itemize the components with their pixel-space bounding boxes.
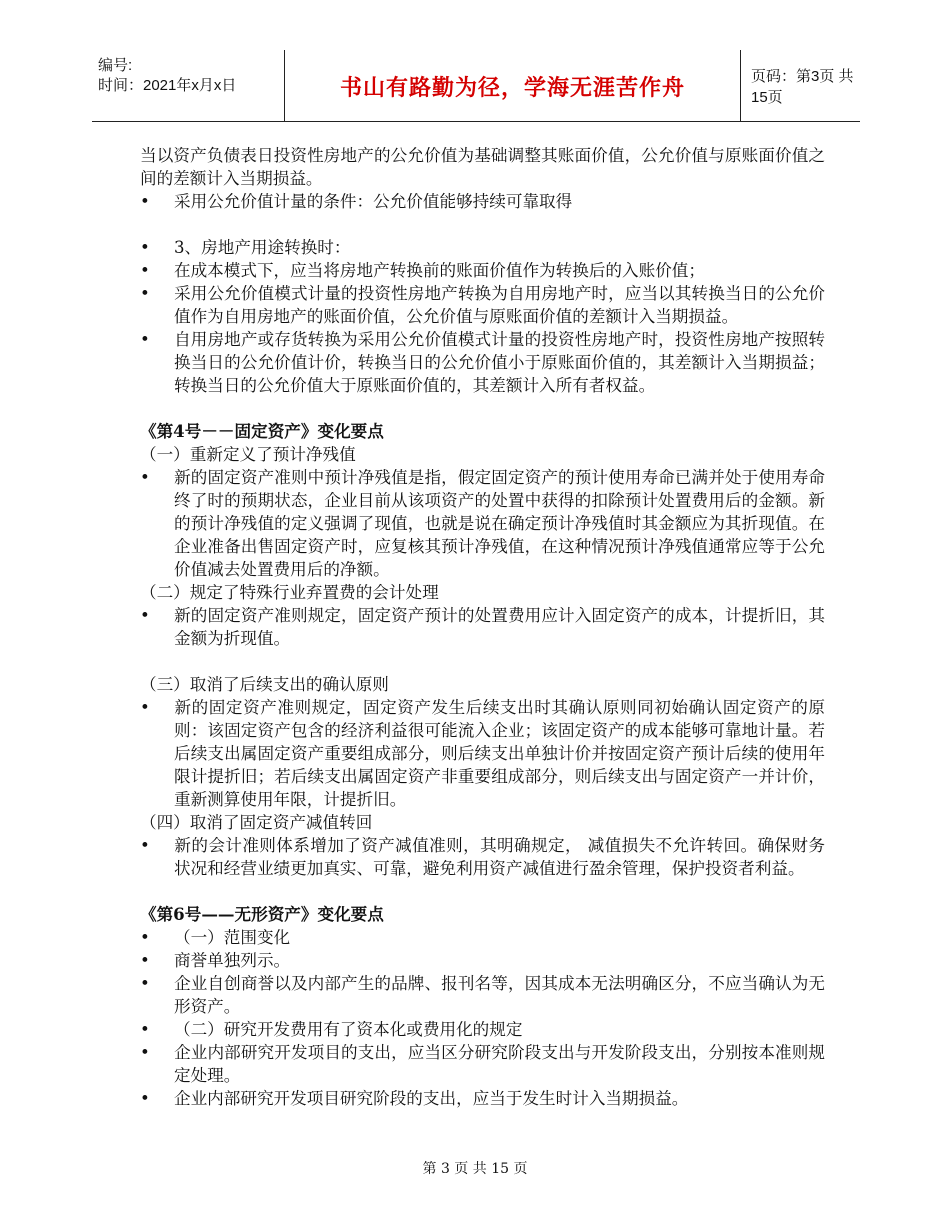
- header-page-info: 页码：第3页 共15页: [751, 68, 854, 106]
- bullet-paragraph: • 新的会计准则体系增加了资产减值准则，其明确规定， 减值损失不允许转回。确保财务状况和经营业绩更加真实、可靠，避免利用资产减值进行盈余管理，保护投资者利益。: [140, 834, 825, 880]
- blank-line: [140, 397, 825, 420]
- bullet-paragraph: • 企业内部研究开发项目研究阶段的支出，应当于发生时计入当期损益。: [140, 1087, 825, 1110]
- body-paragraph: （四）取消了固定资产减值转回: [140, 813, 373, 832]
- page-footer: 第 3 页 共 15 页: [422, 1161, 528, 1177]
- body-paragraph: （一）重新定义了预计净残值: [140, 445, 356, 464]
- body-paragraph: 当以资产负债表日投资性房地产的公允价值为基础调整其账面价值，公允价值与原账面价值之间的差额计入当期损益。: [140, 146, 825, 188]
- bullet-paragraph: • 商誉单独列示。: [140, 949, 825, 972]
- bullet-paragraph: • 企业自创商誉以及内部产生的品牌、报刊名等，因其成本无法明确区分，不应当确认为无形资产。: [140, 972, 825, 1018]
- blank-line: [140, 880, 825, 903]
- bullet-paragraph: • 新的固定资产准则规定，固定资产发生后续支出时其确认原则同初始确认固定资产的原则：该固定资产包含的经济利益很可能流入企业；该固定资产的成本能够可靠地计量。若后续支出属固定资产重要组成部分，则后续支出单独计价并按固定资产预计后续的使用年限计提折旧；若后续支出属固定资产非重要组成部分，则后续支出与固定资产一并计价，重新测算使用年限，计提折旧。: [140, 696, 825, 811]
- bullet-paragraph: • 采用公允价值模式计量的投资性房地产转换为自用房地产时，应当以其转换当日的公允价值作为自用房地产的账面价值，公允价值与原账面价值的差额计入当期损益。: [140, 282, 825, 328]
- bullet-paragraph: • 新的固定资产准则规定，固定资产预计的处置费用应计入固定资产的成本，计提折旧，其金额为折现值。: [140, 604, 825, 650]
- bullet-paragraph: • 企业内部研究开发项目的支出，应当区分研究阶段支出与开发阶段支出，分别按本准则规定处理。: [140, 1041, 825, 1087]
- bullet-paragraph: • （一）范围变化: [140, 926, 825, 949]
- header-divider: [92, 121, 860, 122]
- header-motto: 书山有路勤为径，学海无涯苦作舟: [339, 75, 685, 101]
- header-motto-cell: [285, 50, 741, 122]
- body-paragraph: （三）取消了后续支出的确认原则: [140, 675, 389, 694]
- bullet-paragraph: • 新的固定资产准则中预计净残值是指，假定固定资产的预计使用寿命已满并处于使用寿命终了时的预期状态，企业目前从该项资产的处置中获得的扣除预计处置费用后的金额。新的预计净残值的定义强调了现值，也就是说在确定预计净残值时其金额应为其折现值。在企业准备出售固定资产时，应复核其预计净残值，在这种情况预计净残值通常应等于公允价值减去处置费用后的净额。: [140, 466, 825, 581]
- bullet-paragraph: • 采用公允价值计量的条件：公允价值能够持续可靠取得: [140, 190, 825, 213]
- bullet-paragraph: • （二）研究开发费用有了资本化或费用化的规定: [140, 1018, 825, 1041]
- section-heading: 《第6号——无形资产》变化要点: [140, 904, 384, 924]
- bullet-paragraph: • 在成本模式下，应当将房地产转换前的账面价值作为转换后的入账价值；: [140, 259, 825, 282]
- body-paragraph: （二）规定了特殊行业弃置费的会计处理: [140, 583, 439, 602]
- section-heading: 《第4号－－固定资产》变化要点: [140, 421, 384, 441]
- header-meta: [92, 50, 285, 122]
- page-header: [92, 50, 860, 122]
- document-time-label: 时间：2021年x月x日: [98, 77, 237, 94]
- document-number-label: 编号:: [98, 57, 133, 74]
- bullet-paragraph: • 自用房地产或存货转换为采用公允价值模式计量的投资性房地产时，投资性房地产按照转换当日的公允价值计价，转换当日的公允价值小于原账面价值的，其差额计入当期损益；转换当日的公允价值大于原账面价值的，其差额计入所有者权益。: [140, 328, 825, 397]
- document-body: [140, 144, 825, 1110]
- blank-line: [140, 650, 825, 673]
- bullet-paragraph: • 3、房地产用途转换时：: [140, 236, 825, 259]
- blank-line: [140, 213, 825, 236]
